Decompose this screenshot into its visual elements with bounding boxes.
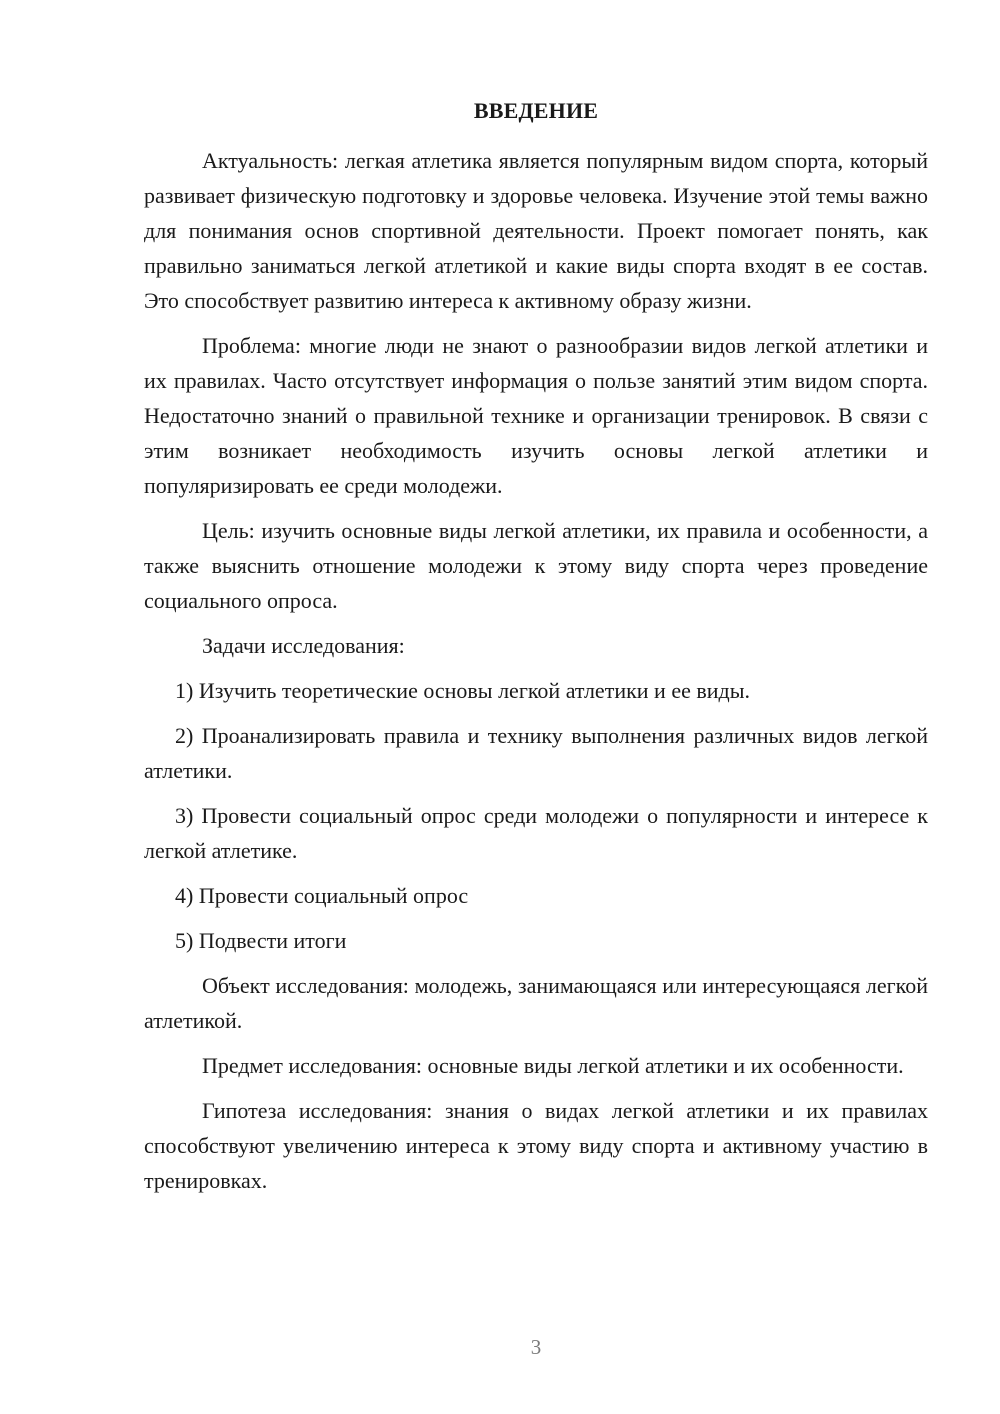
page-number: 3 [530, 1335, 542, 1359]
task-item-3: 3) Провести социальный опрос среди молодежи о популярности и интересе к легкой атлетике. [144, 803, 928, 863]
paragraph-subject: Предмет исследования: основные виды легкой атлетики и их особенности. [202, 1053, 904, 1078]
paragraph-hypothesis: Гипотеза исследования: знания о видах легкой атлетики и их правилах способствуют увеличению интереса к этому виду спорта и активному участию в тренировках. [144, 1098, 928, 1193]
paragraph-goal: Цель: изучить основные виды легкой атлетики, их правила и особенности, а также выяснить отношение молодежи к этому виду спорта через проведение социального опроса. [144, 518, 928, 613]
paragraph-problem: Проблема: многие люди не знают о разнообразии видов легкой атлетики и их правилах. Часто отсутствует информация о пользе занятий этим видом спорта. Недостаточно знаний о правильной технике и организации тренировок. В связи с этим возникает необходимость изучить основы легкой атлетики и популяризировать ее среди молодежи. [144, 333, 928, 498]
tasks-title: Задачи исследования: [202, 633, 405, 658]
task-item-1: 1) Изучить теоретические основы легкой атлетики и ее виды. [175, 678, 750, 703]
task-item-4: 4) Провести социальный опрос [175, 883, 469, 908]
task-item-5: 5) Подвести итоги [175, 928, 347, 953]
task-item-2: 2) Проанализировать правила и технику выполнения различных видов легкой атлетики. [144, 723, 928, 783]
paragraph-object: Объект исследования: молодежь, занимающаяся или интересующаяся легкой атлетикой. [144, 973, 928, 1033]
page-title: ВВЕДЕНИЕ [473, 98, 599, 123]
document-body [144, 143, 928, 1198]
paragraph-relevance: Актуальность: легкая атлетика является популярным видом спорта, который развивает физическую подготовку и здоровье человека. Изучение этой темы важно для понимания основ спортивной деятельности. Проект помогает понять, как правильно заниматься легкой атлетикой и какие виды спорта входят в ее состав. Это способствует развитию интереса к активному образу жизни. [144, 148, 928, 313]
